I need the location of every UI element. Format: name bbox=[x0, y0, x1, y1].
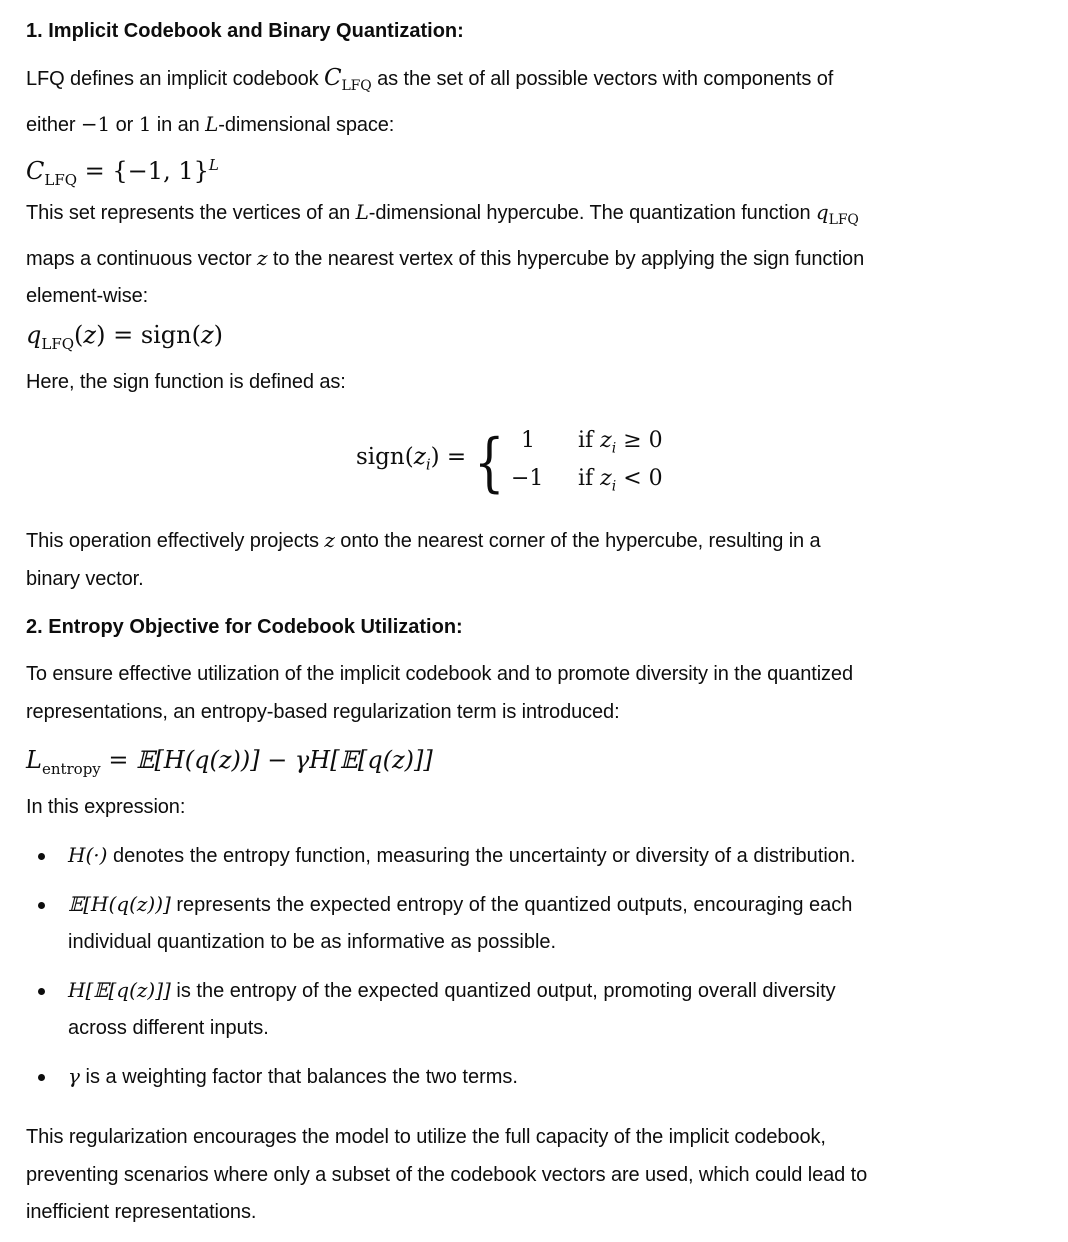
equation-codebook-set: $C_{LFQ} = \{-1$, 1}$^L$ bbox=[26, 156, 219, 189]
list-item: 𝔼[H(q(z))] represents the expected entropy of the quantized outputs, encouraging each individual quantization to be as informative as possible. bbox=[26, 886, 1046, 962]
section2-heading: 2. Entropy Objective for Codebook Utilization: bbox=[26, 616, 463, 638]
section1-paragraph-4: This operation effectively projects z onto the nearest corner of the hypercube, resulting in a binary vector. bbox=[26, 528, 821, 590]
section2-paragraph-1: To ensure effective utilization of the implicit codebook and to promote diversity in the quantized representations, an entropy-based regularization term is introduced: bbox=[26, 663, 853, 723]
list-item: H[𝔼[q(z)]] is the entropy of the expected quantized output, promoting overall diversity across different inputs. bbox=[26, 972, 1046, 1048]
bullet-list bbox=[26, 837, 1046, 1096]
section1-heading: 1. Implicit Codebook and Binary Quantization: bbox=[26, 20, 464, 42]
list-item: H(·) denotes the entropy function, measuring the uncertainty or diversity of a distribution. bbox=[26, 837, 1046, 876]
section1-paragraph-3: Here, the sign function is defined as: bbox=[26, 371, 346, 393]
equation-sign-piecewise: $sign(z_i)$ = { 1 −1 if $z_i \ge 0$ if $z_i < 0$ bbox=[356, 426, 663, 500]
section1-paragraph-1: LFQ defines an implicit codebook $C_{LFQ}$ as the set of all possible vectors with components of either −1 or 1 in an L-dimensional space: bbox=[26, 65, 834, 136]
equation-entropy-loss: $L_{entropy}$ = 𝔼[H(q(z))] − γH[𝔼[q(z)]] bbox=[26, 746, 433, 778]
left-brace-icon: { bbox=[474, 426, 505, 500]
list-item: γ is a weighting factor that balances the two terms. bbox=[26, 1058, 1046, 1097]
section1-paragraph-2: This set represents the vertices of an L-dimensional hypercube. The quantization function $q_{LFQ}$ maps a continuous vector z to the nearest vertex of this hypercube by applying the sign function element-wise: bbox=[26, 200, 865, 307]
section2-closing-paragraph: This regularization encourages the model to utilize the full capacity of the implicit codebook, preventing scenarios where only a subset of the codebook vectors are used, which could lead to inefficient representations. bbox=[26, 1126, 868, 1223]
section2-paragraph-2: In this expression: bbox=[26, 796, 186, 818]
math-c-lfq: $C_{LFQ}$ bbox=[323, 65, 372, 94]
equation-quantization: $q_{LFQ}(z)$ = sign(z) bbox=[26, 321, 224, 353]
